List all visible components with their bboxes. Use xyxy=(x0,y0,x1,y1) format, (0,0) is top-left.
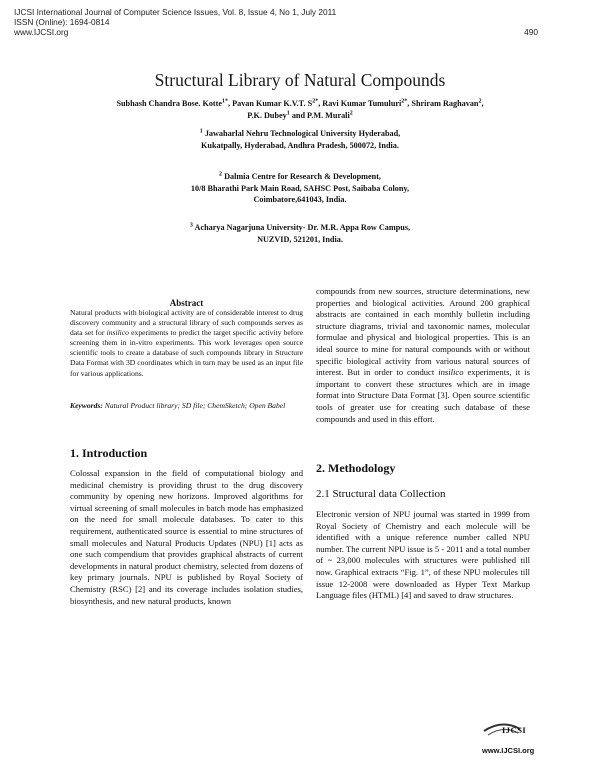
page-number: 490 xyxy=(524,27,538,37)
affiliation-1: $^1$ Jawaharlal Nehru Technological University Hyderabad, Kukatpally, Hyderabad, Andhra Pradesh, 500072, India. xyxy=(199,128,401,150)
affiliation-2: $^2$ Dalmia Centre for Research & Development, 10/8 Bharathi Park Main Road, SAHSC Post, Saibaba Colony, Coimbatore,641043, India. xyxy=(190,171,410,204)
affiliation-3: $^3$ Acharya Nagarjuna University- Dr. M.R. Appa Row Campus, NUZVID, 521201, India. xyxy=(189,222,411,244)
keywords: Keywords: Natural Product library; SD file; ChemSketch; Open Babel xyxy=(70,401,286,410)
journal-issn: ISSN (Online): 1694-0814 xyxy=(14,17,110,27)
subsection-heading-data-collection: 2.1 Structural data Collection xyxy=(316,488,446,500)
methodology-text: Electronic version of NPU journal was started in 1999 from Royal Society of Chemistry and each molecule will be identified with a unique reference number called NPU number. The current NPU issue is 5 - 2011 and a total number of ~ 23,000 molecules with structures were published till now. Graphical extracts “Fig. 1”, of these NPU molecules till issue 12-2008 were downloaded as Hyper Text Markup Language files (HTML) [4] and saved to draw structures. xyxy=(316,509,530,601)
section-heading-introduction: 1. Introduction xyxy=(70,446,148,460)
abstract-text: Natural products with biological activity are of considerable interest to drug discovery community and a structural library of such compounds serves as data set for insilico experiments to predict the target specific activity before screening them in in-vitro experiments. This work leverages open source scientific tools to create a database of such compounds library in Structure Data Format with 3D coordinates which in turn may be used as an input file for various applications. xyxy=(70,308,303,378)
journal-url[interactable]: www.IJCSI.org xyxy=(14,27,69,37)
journal-name: IJCSI International Journal of Computer Science Issues, Vol. 8, Issue 4, No 1, July 2011 xyxy=(14,7,337,17)
logo-text: IJCSI xyxy=(502,725,527,735)
footer-url[interactable]: www.IJCSI.org xyxy=(482,746,535,755)
section-heading-methodology: 2. Methodology xyxy=(316,461,396,475)
right-column-text: compounds from new sources, structure determinations, new properties and biological activities. Around 200 graphical abstracts are contained in each monthly bulletin including structure diagrams, trivial and taxonomic names, molecular formulae and physical and biological properties. This is an ideal source to mine for natural compounds with or without specific biological activity from various natural sources of interest. But in order to conduct insilico experiments, it is important to convert these structures which are in image format into Structure Data Format [3]. Open source scientific tools of greater use for creating such database of these compounds and used in this effort. xyxy=(316,286,530,424)
introduction-text: Colossal expansion in the field of computational biology and medicinal chemistry is providing thrust to the drug discovery community by opening new horizons. Improved algorithms for virtual screening of small molecules in batch mode has emphasized on the need for small molecule databases. To cater to this requirement, authenticated source is essential to mine structures of small molecules and Natural Products Updates (NPU) [1] acts as one such compendium that provides graphical abstracts of current developments in natural product chemistry, selected from dozens of key primary journals. NPU is published by Royal Society of Chemistry (RSC) [2] and its coverage includes isolation studies, biosynthesis, and new natural products, known xyxy=(70,468,303,606)
journal-header xyxy=(14,7,336,37)
paper-title: Structural Library of Natural Compounds xyxy=(154,70,446,90)
abstract-heading: Abstract xyxy=(169,298,204,308)
author-list: Subhash Chandra Bose. Kotte$^{1*}$, Pavan Kumar K.V.T. $S^{2*}$, Ravi Kumar Tumuluri$^{2*}$, Shriram Raghavan$^2$, P.K. Dubey$^1$ and P.M. Murali$^2$ xyxy=(116,98,484,120)
